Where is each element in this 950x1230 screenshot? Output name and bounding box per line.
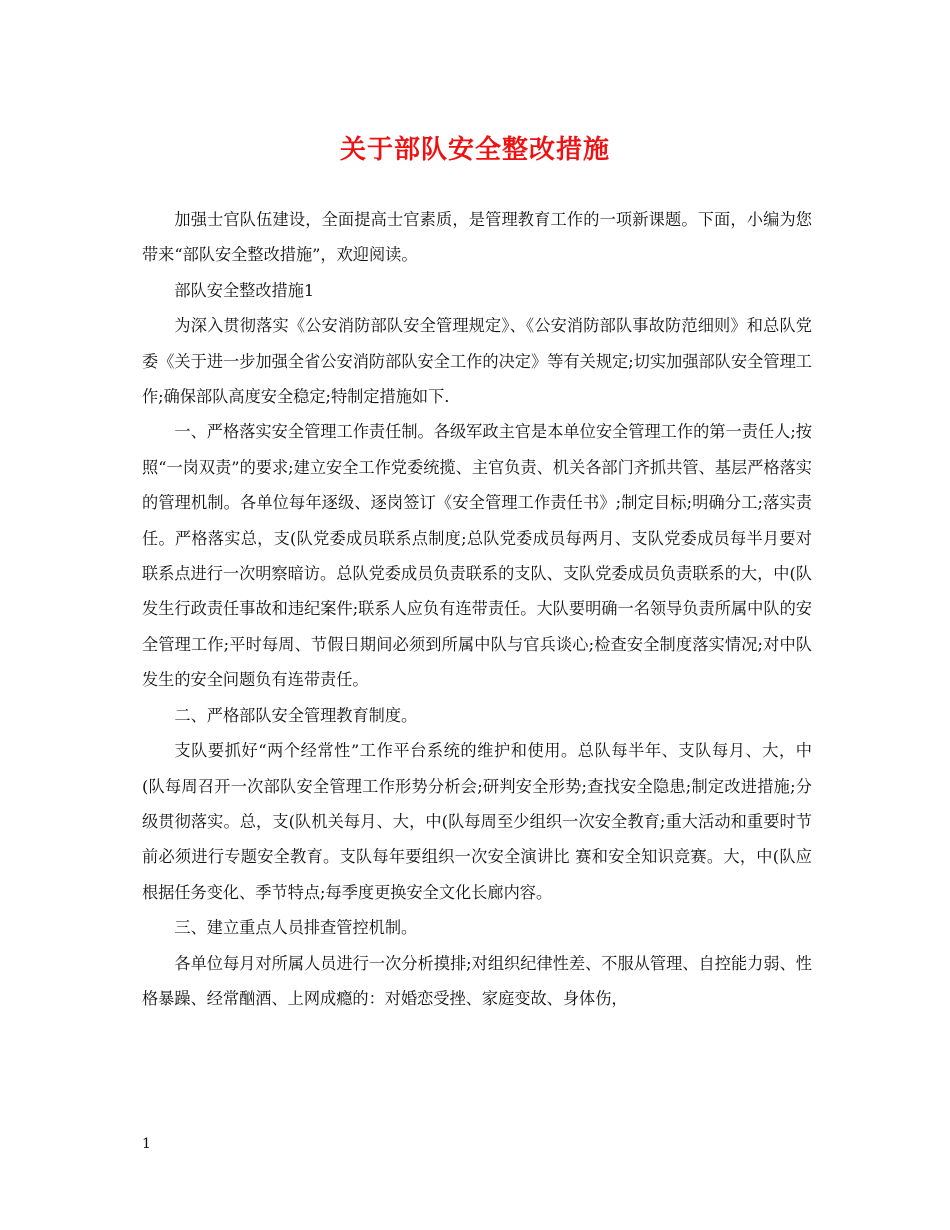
- section-heading: 部队安全整改措施1: [174, 280, 315, 300]
- intro-paragraph: 加强士官队伍建设，全面提高士官素质，是管理教育工作的一项新课题。下面，小编为您带来“部队安全整改措施”，欢迎阅读。: [142, 210, 812, 265]
- body-paragraph: 一、严格落实安全管理工作责任制。各级军政主官是本单位安全管理工作的第一责任人;按照“一岗双责”的要求;建立安全工作党委统揽、主官负责、机关各部门齐抓共管、基层严格落实的管理机制。各单位每年逐级、逐岗签订《安全管理工作责任书》;制定目标;明确分工;落实责任。严格落实总，支(队党委成员联系点制度;总队党委成员每两月、支队党委成员每半月要对联系点进行一次明察暗访。总队党委成员负责联系的支队、支队党委成员负责联系的大，中(队发生行政责任事故和违纪案件;联系人应负有连带责任。大队要明确一名领导负责所属中队的安全管理工作;平时每周、节假日期间必须到所属中队与官兵谈心;检查安全制度落实情况;对中队发生的安全问题负有连带责任。: [142, 422, 812, 690]
- document-title: 关于部队安全整改措施: [339, 135, 610, 165]
- page-number: 1: [142, 1136, 151, 1152]
- body-paragraph: 支队要抓好“两个经常性”工作平台系统的维护和使用。总队每半年、支队每月、大，中(队每周召开一次部队安全管理工作形势分析会;研判安全形势;查找安全隐患;制定改进措施;分级贯彻落实。总，支(队机关每月、大，中(队每周至少组织一次安全教育;重大活动和重要时节前必须进行专题安全教育。支队每年要组织一次安全演讲比 赛和安全知识竞赛。大，中(队应根据任务变化、季节特点;每季度更换安全文化长廊内容。: [142, 741, 812, 902]
- body-paragraph: 为深入贯彻落实《公安消防部队安全管理规定》、《公安消防部队事故防范细则》和总队党委《关于进一步加强全省公安消防部队安全工作的决定》等有关规定;切实加强部队安全管理工作;确保部队高度安全稳定;特制定措施如下.: [142, 316, 812, 407]
- body-paragraph: 各单位每月对所属人员进行一次分析摸排;对组织纪律性差、不服从管理、自控能力弱、性格暴躁、经常酗酒、上网成瘾的：对婚恋受挫、家庭变故、身体伤，: [142, 953, 812, 1008]
- document-body: [142, 202, 812, 1016]
- section-heading: 三、建立重点人员排查管控机制。: [174, 918, 418, 938]
- section-heading: 二、严格部队安全管理教育制度。: [174, 705, 418, 725]
